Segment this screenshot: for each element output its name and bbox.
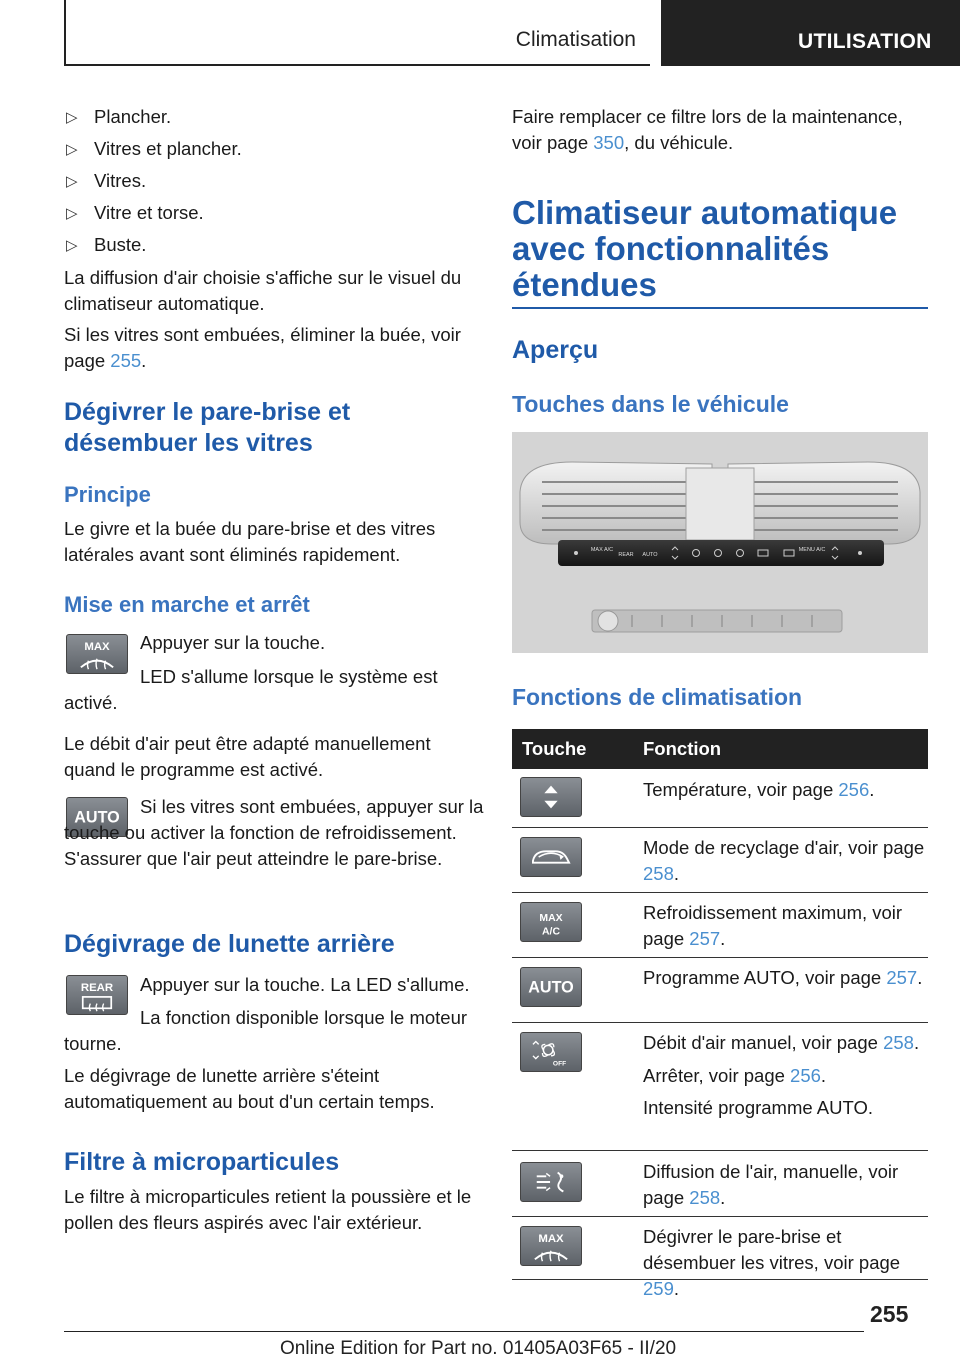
list-item: ▷ Vitre et torse. bbox=[64, 200, 484, 232]
heading-degivrer: Dégivrer le pare-brise et désembuer les vitres bbox=[64, 398, 351, 457]
air-distribution-list bbox=[64, 104, 484, 264]
heading-principe: Principe bbox=[64, 482, 151, 507]
page-link[interactable]: 257 bbox=[689, 928, 721, 949]
table-header bbox=[512, 729, 928, 769]
page-link[interactable]: 258 bbox=[643, 863, 674, 884]
auto-icon bbox=[520, 967, 582, 1007]
heading-apercu: Aperçu bbox=[512, 336, 599, 364]
svg-text:REAR: REAR bbox=[618, 552, 634, 558]
paragraph-filtre: Le filtre à microparticules retient la poussière et le pollen des fleurs aspirés avec l'air extérieur. bbox=[64, 1186, 472, 1233]
paragraph-diffusion: La diffusion d'air choisie s'affiche sur le visuel du climatiseur automatique. bbox=[64, 267, 462, 314]
paragraph-lunette-1: Appuyer sur la touche. La LED s'allume. bbox=[140, 974, 470, 995]
triangle-bullet-icon: ▷ bbox=[66, 173, 78, 190]
svg-text:MAX A/C: MAX A/C bbox=[590, 547, 614, 553]
page-link[interactable]: 256 bbox=[790, 1065, 821, 1086]
climate-functions-table bbox=[512, 729, 928, 1299]
table-cell: Mode de recyclage d'air, voir page 258. bbox=[643, 837, 925, 884]
page-link[interactable]: 257 bbox=[886, 967, 918, 988]
page-link[interactable]: 255 bbox=[110, 350, 142, 371]
heading-lunette: Dégivrage de lunette arrière bbox=[64, 930, 395, 958]
table-cell: Refroidissement maximum, voir page 257. bbox=[643, 902, 903, 949]
page-link[interactable]: 258 bbox=[689, 1187, 721, 1208]
recirculation-car-icon bbox=[520, 837, 582, 877]
svg-text:AUTO: AUTO bbox=[528, 978, 574, 997]
triangle-bullet-icon: ▷ bbox=[66, 205, 78, 222]
table-row bbox=[512, 828, 928, 893]
triangle-bullet-icon: ▷ bbox=[66, 237, 78, 254]
table-row bbox=[512, 1151, 928, 1217]
heading-filtre: Filtre à microparticules bbox=[64, 1148, 340, 1176]
header-underline bbox=[64, 64, 650, 66]
paragraph-filtre-suite: Faire remplacer ce filtre lors de la maintenance, voir page 350, du véhicule. bbox=[512, 106, 903, 153]
table-cell: Diffusion de l'air, manuelle, voir page 258. bbox=[643, 1161, 899, 1208]
max-ac-icon bbox=[520, 902, 582, 942]
heading-touches: Touches dans le véhicule bbox=[512, 391, 789, 417]
list-item: ▷ Buste. bbox=[64, 232, 484, 264]
table-cell: Débit d'air manuel, voir page 258. Arrêter, voir page 256. Intensité programme AUTO. bbox=[643, 1032, 920, 1118]
heading-climatiseur: Climatiseur automatique avec fonctionnalités étendues bbox=[512, 194, 898, 303]
table-row bbox=[512, 893, 928, 958]
svg-text:MAX: MAX bbox=[538, 1233, 564, 1246]
table-cell: Température, voir page 256. bbox=[643, 779, 875, 800]
column-header-fonction: Fonction bbox=[643, 738, 722, 759]
temperature-arrows-icon bbox=[520, 777, 582, 817]
header-divider bbox=[64, 0, 66, 66]
heading-rule bbox=[512, 307, 928, 309]
paragraph-lunette-3: Le dégivrage de lunette arrière s'éteint automatiquement au bout d'un certain temps. bbox=[64, 1065, 435, 1112]
footer-edition: Online Edition for Part no. 01405A03F65 - II/20 bbox=[280, 1338, 677, 1359]
chapter-title: Climatisation bbox=[515, 28, 636, 51]
svg-text:AUTO: AUTO bbox=[642, 552, 658, 558]
paragraph-principe: Le givre et la buée du pare-brise et des vitres latérales avant sont éliminés rapidement. bbox=[64, 518, 436, 565]
table-cell: Programme AUTO, voir page 257. bbox=[643, 967, 923, 988]
triangle-bullet-icon: ▷ bbox=[66, 109, 78, 126]
heading-fonctions: Fonctions de climatisation bbox=[512, 684, 803, 710]
section-tab: UTILISATION bbox=[661, 0, 960, 66]
table-cell: Dégivrer le pare-brise et désembuer les vitres, voir page 259. bbox=[643, 1226, 901, 1299]
svg-text:A/C: A/C bbox=[542, 926, 560, 938]
page-link[interactable]: 350 bbox=[593, 132, 625, 153]
max-defrost-icon bbox=[520, 1226, 582, 1266]
table-row bbox=[512, 1023, 928, 1151]
table-row bbox=[512, 769, 928, 828]
heading-mise-en-marche: Mise en marche et arrêt bbox=[64, 592, 310, 617]
paragraph-embuees: Si les vitres sont embuées, éliminer la buée, voir page 255. bbox=[64, 324, 461, 371]
column-header-touche: Touche bbox=[522, 738, 587, 759]
svg-text:MENU A/C: MENU A/C bbox=[798, 547, 826, 553]
svg-text:MAX: MAX bbox=[84, 641, 110, 654]
list-item: ▷ Vitres et plancher. bbox=[64, 136, 484, 168]
list-item: ▷ Plancher. bbox=[64, 104, 484, 136]
page-number: 255 bbox=[870, 1301, 909, 1327]
page-link[interactable]: 259 bbox=[643, 1278, 674, 1299]
svg-text:REAR: REAR bbox=[80, 982, 114, 995]
dashboard-illustration bbox=[512, 432, 928, 653]
paragraph-auto: Si les vitres sont embuées, appuyer sur la touche ou activer la fonction de refroidissement. S'assurer que l'air peut atteindre le pare-brise. bbox=[64, 796, 484, 869]
paragraph-lunette-2: La fonction disponible lorsque le moteur tourne. bbox=[64, 1007, 468, 1054]
svg-text:MAX: MAX bbox=[539, 913, 563, 925]
air-distribution-icon bbox=[520, 1162, 582, 1202]
paragraph-appuyer: Appuyer sur la touche. bbox=[140, 632, 326, 653]
dashboard-photo bbox=[512, 432, 928, 653]
page-link[interactable]: 258 bbox=[883, 1032, 914, 1053]
footer-rule bbox=[64, 1331, 864, 1332]
paragraph-led: LED s'allume lorsque le système est activé. bbox=[64, 666, 438, 713]
page-link[interactable]: 256 bbox=[838, 779, 870, 800]
svg-text:OFF: OFF bbox=[552, 1060, 567, 1068]
paragraph-debit: Le débit d'air peut être adapté manuellement quand le programme est activé. bbox=[64, 733, 431, 780]
table-row bbox=[512, 958, 928, 1023]
fan-off-icon bbox=[520, 1032, 582, 1072]
table-row bbox=[512, 1217, 928, 1299]
list-item: ▷ Vitres. bbox=[64, 168, 484, 200]
triangle-bullet-icon: ▷ bbox=[66, 141, 78, 158]
svg-text:AUTO: AUTO bbox=[74, 808, 120, 827]
